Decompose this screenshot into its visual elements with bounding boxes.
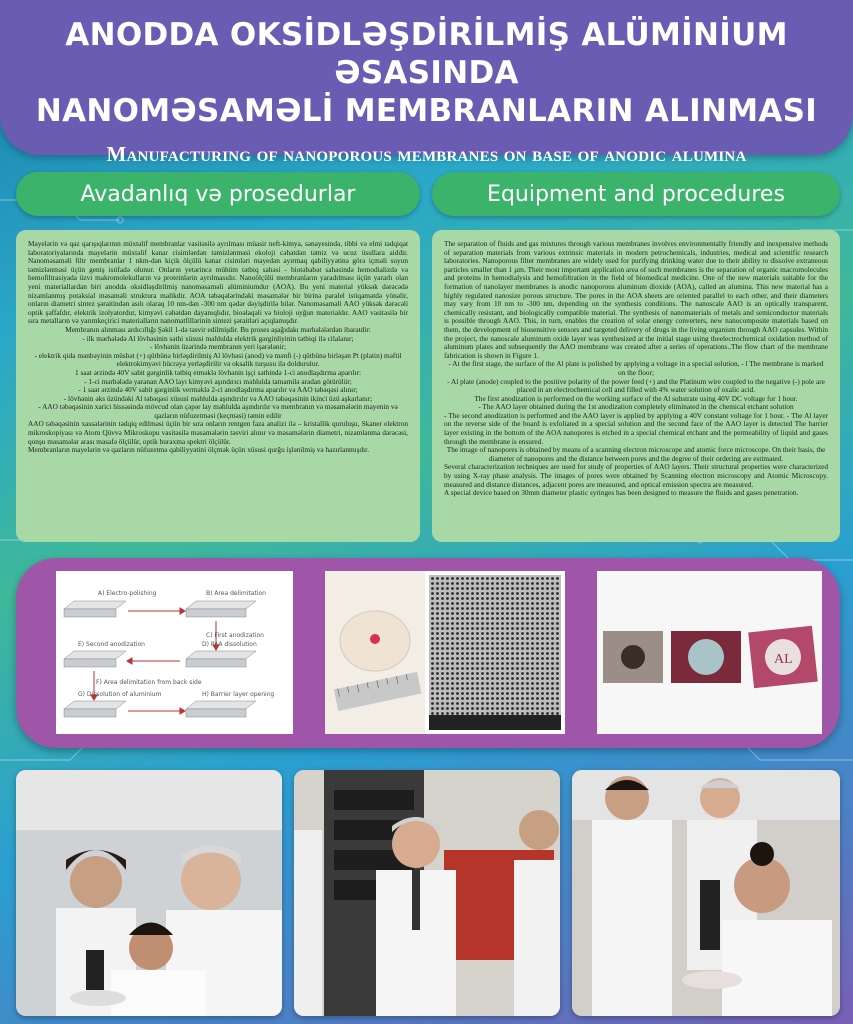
lab-photo-right-illustration <box>572 770 840 1016</box>
left-paragraph: Membranın alınması ardıcıllığı Şəkil 1-də təsvir edilmişdir. Bu proses aşağıdakı mərhələlərdən ibarətdir: <box>65 324 371 334</box>
left-paragraph: AAO təbəqəsinin xassələrinin tədqiq edilməsi üçün bir sıra onların rentgen faza analizi ilə – kristallik quruluşu, Skaner elektron mikroskopiyası və Atom Qüvvə Mikroskopu vasitəsilə məsamələrin təsviri alınır və məsamələrin diametri, nizamlanma dərəcəsi, qonşu məsamələr arası məsafə ölçülür, optik buraxma spektri ölçülür. <box>28 419 408 446</box>
flowchart-figure <box>56 571 293 734</box>
left-paragraph: Mayelərin və qaz qarışıqlarının müxtəlif membranlar vasitəsilə ayrılması müasir neft-kimya, sənayesində, tibbi və elmi tədqiqat laboratoriyalarında mayelərin müxtəlif kənar cisimlərdən təmizlənməsi ekoloji cəhətdən təmiz və ucuz üsullara aiddir. Nanoməsaməli filtr membranlar 1 nkm-dən kiçik ölçülü kənar cisimləri mayedən ayırmaq qabiliyyətinə görə içməli suyun təmizlənməsi üçün geniş istifadə olunur. Onların yetərincə mühüm tətbiq sahəsi - biotəbabət sahəsində hemodializdə və hemofiltrasiyada üzvi makromolekulların və proteinlərin ayrılmasıdır. Nanoölçülü membranların yaradılması üçün yararlı olan yeni materiallardan biri anodda oksidləşdirilmiş nanoməsaməli alüminiumdur (AOA). Bu yeni material yüksək dərəcədə nizamlanmış potaksial məsaməli struktura malikdir. AOA təbəqələrindəki məsamələr bir birinə paralel istiqamətdə yönəlir, onların diametri sintez şəraitindən asılı olaraq 10 nm-dən -300 nm qədər dəyişdirilə bilər. Nanoməsaməli AAO yüksək dərəcəli optik şəffafdır, elektrik izolyatordur, kimyəvi cəhətdən dayanıqlıdır, bioəlaqəli və bioloji uyğun materialdır. AAO vasitəsilə bir sıra metalların və yarımkeçirici materialların nanomatfillərinin sintezi şəraitləri açıqlamışdır. <box>28 239 408 326</box>
left-paragraph: Membranların mayelərin və qazların nüfuzetmə qabiliyyətini ölçmək üçün xüsusi qurğu işlənilmiş və hazırlanmışdır. <box>28 445 370 455</box>
left-paragraph: - 1-ci mərhələdə yaranan AAO layı kimyəvi aşındırıcı məhlulda tamamilə aradan götürülür; <box>84 376 352 386</box>
step-g-label: G) Dissolution of aluminium <box>78 691 162 698</box>
membrane-fabrication-flowchart <box>56 571 293 734</box>
left-paragraph: 1 saat ərzində 40V sabit gərginlik tətbiq etməklə lövhənin işçi səthində 1-ci anodlaşdırma aparılır: <box>74 367 362 377</box>
title-az-line2: NANOMƏSAMƏLİ MEMBRANLARIN ALINMASI <box>35 93 818 129</box>
lab-photo-microscope-right <box>572 770 840 1016</box>
left-paragraph: - elektrik qida mənbəyinin müsbət (+) qütbünə birləşdirilmiş Al lövhəsi (anod) və mənfi (-) qütbünə birləşən Pt (platin) məftil elektrokimyəvi hücrəyə yerləşdirilir və oksalik turşusu ilə doldurulur. <box>34 350 402 369</box>
lab-photo-microscope-left <box>16 770 282 1016</box>
membrane-and-sem-image <box>325 571 565 734</box>
figure-band <box>16 558 840 748</box>
right-paragraph: - At the first stage, the surface of the Al plate is polished by applying a voltage in a special solution, - l The membrane is marked on the floor; <box>448 359 824 377</box>
left-paragraph: - 1 saat ərzində 40V sabit gərginlik verməklə 2-ci anodlaşdırma aparılır və AAO təbəqəsi alınır; <box>78 385 358 395</box>
right-paragraph: The image of nanopores is obtained by means of a scanning electron microscope and atomic force microscope. On their basis, the diameter of nanopores and the distance between pores and the degree of their ordering are estimated. <box>446 445 826 463</box>
title-az-line1: ANODDA OKSİDLƏŞDİRİLMİŞ ALÜMİNİUM ƏSASINDA <box>65 17 788 91</box>
step-c-label: C) First anodization <box>206 632 264 639</box>
lab-photo-center-illustration <box>294 770 560 1016</box>
lab-photo-equipment-center <box>294 770 560 1016</box>
section-title-left: Avadanlıq və prosedurlar <box>16 172 420 216</box>
right-paragraph: - The second anodization is performed and the AAO layer is applied by applying a 40V constant voltage for 1 hour. - The Al layer on the reverse side of the board is exfoliated in a special solution and the second face of the AAO layer is detected The barrier layer existing in the bottom of the AOA nanopores is etched in a special chemical etchant and the permeability of liquid and gases through the membrane is ensured. <box>444 410 828 446</box>
title-english: Manufacturing of nanoporous membranes on base of anodic alumina <box>106 142 747 166</box>
step-e-label: E) Second anodization <box>78 641 145 648</box>
sample-engraving: AL <box>774 652 793 667</box>
samples-figure <box>597 571 822 734</box>
left-paragraph: - lövhənin üzərində membranın yeri işarələnir; <box>150 342 286 352</box>
right-paragraph: Several characterization techniques are used for study of properties of AAO layers. Their structural properties were characterized by using X-ray phase analysis. The images of pores were obtained by Scanning electron microscopy and Atomic Microscopy. measured and distance distances, adjacent pores are measured, and optical emission spectra are measured. <box>444 462 828 489</box>
poster-header <box>0 0 853 166</box>
left-paragraph: - ilk mərhələdə Al lövhəsinin səthi xüsusi məhlulda elektrik gərginliyinin tətbiqi ilə cilalanır; <box>82 333 354 343</box>
step-f-label: F) Area delimitation from back side <box>96 679 202 686</box>
step-b-label: B) Area delimitation <box>206 590 266 597</box>
text-panel-english <box>432 230 840 542</box>
right-paragraph: - The AAO layer obtained during the 1st anodization completely eliminated in the chemical etchant solution <box>478 402 794 412</box>
step-d-label: D) PAA dissolution <box>202 641 257 648</box>
section-title-right: Equipment and procedures <box>432 172 840 216</box>
left-paragraph: - AAO təbəqəsinin xarici hissəsində mövcud olan çəpər lay məhlulda aşındırılır və membranın və məsamələrin mayenin və qazların nüfuzetməsi (keçməsi) təmin edilir <box>38 402 398 420</box>
text-panel-azerbaijani <box>16 230 420 542</box>
title-azerbaijani <box>0 16 853 130</box>
right-paragraph: The first anodization is performed on the working surface of the Al substrate using 40V DC voltage for 1 hour. <box>474 393 798 403</box>
right-paragraph: The separation of fluids and gas mixtures through various membranes involves environmentally friendly and inexpensive methods of separation materials from various extrinsic materials in modern petrochemicals, industries, medical and scientific research laboratories. Nanoporous filter membranes are widely used for purifying drinking water due to their ability to dissolve extraneous particles smaller than 1 µm. Their most important application area of such membranes is the separation of organic macromolecules and proteins in hemodialysis and hemofiltration in the field of biomedical medicine. One of the new materials suitable for the formation of nanolayer membranes is anodic nanoporous aluminum dioxide (AOA), called an alumina. This new material has a highly regulated nanosize porous structure. The pores in the AOA sheets are oriented parallel to each other, and their diameters may vary from 10 nm to -300 nm, depending on the synthesis conditions. The nanoscale AAO is an optically transparent, chemically resistant, and biologically compatible material. The synthesis of nanomaterials of metals and semiconductor materials is possible through AAO. This, in turn, enables the creation of solar energy converters, new nanocomposite materials based on them, the development of biosensitive sensors and targeted delivery of drugs in the living organism through AAO capsules. Within the project, the nanoscale aluminum oxide layer was synthesized at the initial stage using theelectrochemical oxidation method of aluminum plates and subsequently the AAO membrane was created after a series of operations..The flow chart of the membrane fabrication is shown in Figure 1. <box>444 239 828 360</box>
step-a-label: A) Electro-polishing <box>98 590 157 597</box>
aao-samples-image <box>597 571 822 734</box>
right-paragraph: - Al plate (anode) coupled to the positive polarity of the power feed (+) and the Platinum wire coupled to the negative (-) pole are placed in an electrochemical cell and filled with 4% water solution of oxalic acid. <box>447 376 825 395</box>
right-paragraph: A special device based on 30mm diameter plastic syringes has been designed to measure the fluids and gases penetration. <box>444 488 799 498</box>
lab-photo-left-illustration <box>16 770 282 1016</box>
step-h-label: H) Barrier layer opening <box>202 691 275 698</box>
left-paragraph: - lövhənin əks üzündəki Al təbəqəsi xüsusi məhlulda aşındırılır və AAO təbəqəsinin ikinci üzü aşkarlanır; <box>63 393 373 403</box>
membrane-sem-figure <box>325 571 565 734</box>
